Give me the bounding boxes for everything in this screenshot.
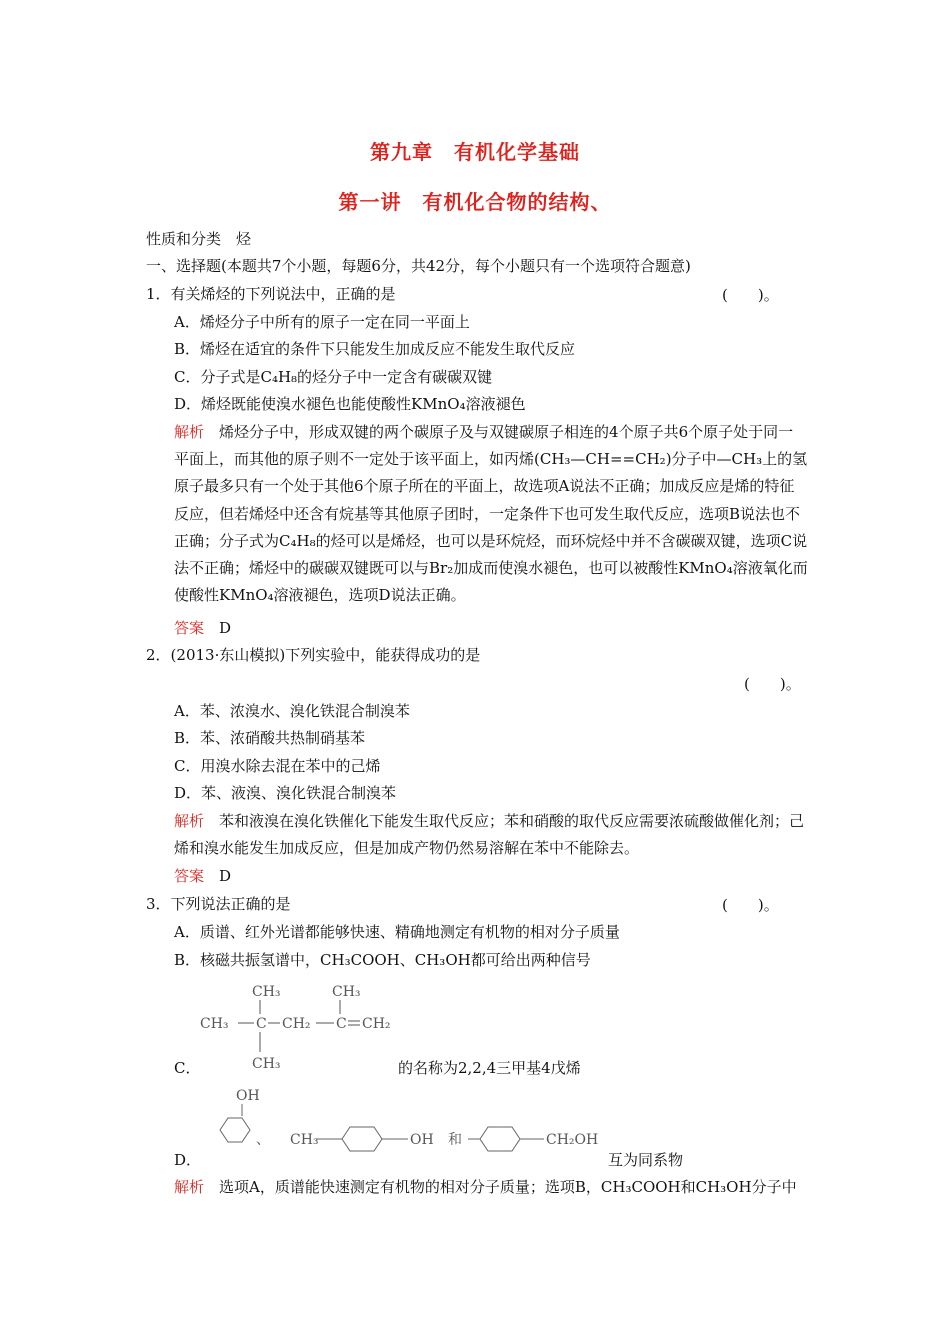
q1-option-a: A．烯烃分子中所有的原子一定在同一平面上 (174, 313, 470, 331)
d-separator: 、 (256, 1132, 270, 1148)
c-quaternary-carbon: C (256, 1016, 267, 1032)
q1-stem: 1．有关烯烃的下列说法中，正确的是 (146, 285, 396, 303)
analysis-label: 解析 (174, 812, 205, 830)
d-benzyl-ring (480, 1127, 520, 1151)
q2-answer-line (174, 866, 231, 886)
q2-answer-blank: ( )。 (744, 675, 801, 693)
d-ch2oh: CH₂OH (546, 1132, 599, 1148)
analysis-label: 解析 (174, 1178, 205, 1196)
q2-option-b: B．苯、浓硝酸共热制硝基苯 (174, 729, 366, 747)
lecture-title: 第一讲 有机化合物的结构、 (338, 190, 612, 214)
q2-answer: D (219, 867, 232, 885)
q1-option-c: C．分子式是C₄H₈的烃分子中一定含有碳碳双键 (174, 368, 493, 386)
analysis-label: 解析 (174, 423, 205, 441)
q1-option-b: B．烯烃在适宜的条件下只能发生加成反应不能发生取代反应 (174, 340, 576, 358)
q2-option-a: A．苯、浓溴水、溴化铁混合制溴苯 (174, 702, 410, 720)
answer-label: 答案 (174, 619, 205, 637)
c-ch3-top-right: CH₃ (332, 984, 361, 1000)
q1-analysis (174, 419, 808, 609)
c-ch3-top-left: CH₃ (252, 984, 281, 1000)
q3-option-d-label: D． (174, 1151, 202, 1169)
d-phenol-ring (220, 1118, 250, 1142)
q1-analysis-text: 烯烃分子中，形成双键的两个碳原子及与双键碳原子相连的4个原子共6个原子处于同一平面上，而其他的原子则不一定处于该平面上，如丙烯(CH₃—CH==CH₂)分子中—CH₃上的氢原子最多只有一个处于其他6个原子所在的平面上，故选项A说法不正确；加成反应是烯的特征反应，但若烯烃中还含有烷基等其他原子团时，一定条件下也可发生取代反应，选项B说法也不正确；分子式为C₄H₈的烃可以是烯烃，也可以是环烷烃，而环烷烃中并不含碳碳双键，选项C说法不正确；烯烃中的碳碳双键既可以与Br₂加成而使溴水褪色，也可以被酸性KMnO₄溶液氧化而使酸性KMnO₄溶液褪色，选项D说法正确。 (174, 423, 808, 605)
q3-option-c-text: 的名称为2,2,4三甲基4戊烯 (398, 1059, 581, 1077)
d-and: 和 (448, 1132, 462, 1148)
d-oh-top: OH (236, 1088, 260, 1104)
q3-answer-blank: ( )。 (722, 896, 779, 914)
lecture-title-continued: 性质和分类 烃 (146, 230, 252, 248)
q3-analysis (174, 1177, 797, 1197)
q2-stem: 2．(2013·东山模拟)下列实验中，能获得成功的是 (146, 646, 481, 664)
q1-answer: D (219, 619, 232, 637)
q3-option-d-text: 互为同系物 (608, 1151, 684, 1169)
c-double-bond-carbon: C (336, 1016, 347, 1032)
q2-analysis (174, 808, 808, 862)
q1-answer-blank: ( )。 (722, 286, 779, 304)
q1-option-d: D．烯烃既能使溴水褪色也能使酸性KMnO₄溶液褪色 (174, 395, 526, 413)
q2-option-d: D．苯、液溴、溴化铁混合制溴苯 (174, 784, 397, 802)
q1-answer-line (174, 618, 231, 638)
d-oh-right: OH (410, 1132, 434, 1148)
q3-option-c-label: C． (174, 1059, 201, 1077)
chapter-title: 第九章 有机化学基础 (370, 140, 580, 164)
d-ch3: CH₃ (290, 1132, 319, 1148)
q2-option-c: C．用溴水除去混在苯中的己烯 (174, 757, 381, 775)
q3-option-b: B．核磁共振氢谱中，CH₃COOH、CH₃OH都可给出两种信号 (174, 951, 591, 969)
c-ch2: CH₂ (282, 1016, 311, 1032)
section-heading: 一、选择题(本题共7个小题，每题6分，共42分，每个小题只有一个选项符合题意) (146, 257, 691, 275)
q3-stem: 3．下列说法正确的是 (146, 895, 291, 913)
q2-analysis-text: 苯和液溴在溴化铁催化下能发生取代反应；苯和硝酸的取代反应需要浓硫酸做催化剂；己烯和溴水能发生加成反应，但是加成产物仍然易溶解在苯中不能除去。 (174, 812, 805, 858)
d-cresol-ring (342, 1127, 382, 1151)
c-ch2-terminal: CH₂ (362, 1016, 391, 1032)
answer-label: 答案 (174, 867, 205, 885)
q3-option-a: A．质谱、红外光谱都能够快速、精确地测定有机物的相对分子质量 (174, 923, 620, 941)
c-ch3-left: CH₃ (200, 1016, 229, 1032)
q3-analysis-text: 选项A，质谱能快速测定有机物的相对分子质量；选项B，CH₃COOH和CH₃OH分子中 (219, 1178, 797, 1196)
q3-option-c-structure (196, 980, 406, 1076)
q3-option-d-structures (204, 1084, 624, 1156)
c-ch3-bottom: CH₃ (252, 1056, 281, 1072)
